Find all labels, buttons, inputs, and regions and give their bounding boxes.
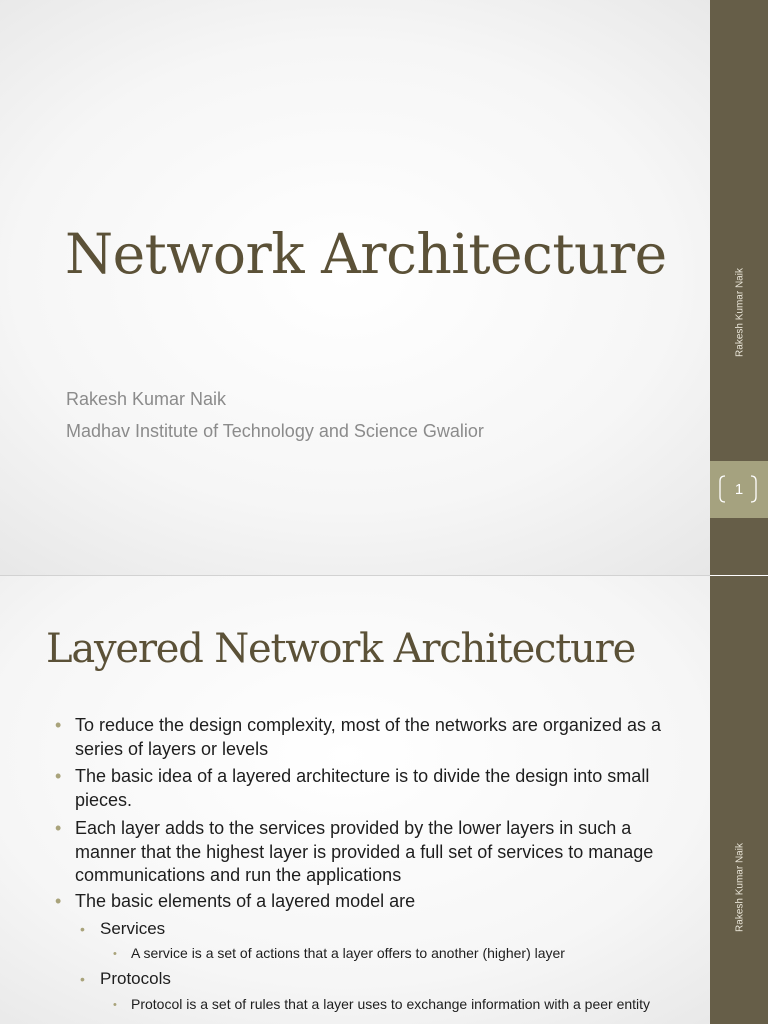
title-line: Network Architecture: [65, 222, 667, 286]
bullet-marker: •: [80, 971, 85, 987]
institution-name: Madhav Institute of Technology and Science Gwalior: [66, 421, 484, 441]
bullet-marker: •: [55, 818, 62, 838]
bullet-item: [55, 817, 685, 888]
bullet-text: Services: [100, 919, 166, 938]
bullet-text: Protocols: [100, 969, 171, 988]
bullet-marker: •: [55, 766, 62, 786]
bullet-text: Each layer adds to the services provided by the lower layers in such a manner that the highest layer is provided a full set of services to manage communications and run the applications: [75, 818, 654, 885]
sidebar-author-label: Rakesh Kumar Naik: [734, 843, 746, 932]
bullet-text: A service is a set of actions that a layer offers to another (higher) layer: [131, 945, 565, 961]
sidebar-author-label: Rakesh Kumar Naik: [734, 268, 746, 357]
bullet-item: [55, 714, 685, 761]
bullet-item: [55, 765, 685, 812]
bullet-item: [55, 890, 685, 914]
slide-title: [65, 212, 667, 297]
sub-bullet-item: [80, 918, 680, 940]
bullet-marker: •: [113, 948, 117, 960]
bullet-marker: •: [55, 891, 62, 911]
bullet-marker: •: [113, 999, 117, 1011]
bullet-text: Protocol is a set of rules that a layer uses to exchange information with a peer entity: [131, 996, 651, 1012]
bullet-text: The basic idea of a layered architecture is to divide the design into small pieces.: [75, 766, 650, 810]
bullet-marker: •: [55, 715, 62, 735]
right-sidebar: [710, 576, 768, 1024]
page-number: 1: [734, 481, 744, 498]
bullet-text: The basic elements of a layered model are: [75, 891, 416, 911]
sub-sub-bullet-item: [113, 945, 676, 962]
bullet-text: To reduce the design complexity, most of the networks are organized as a series of layers or levels: [75, 715, 661, 759]
sub-bullet-item: [80, 968, 680, 990]
sub-sub-bullet-item: [113, 996, 676, 1013]
slide-title: Layered Network Architecture: [46, 626, 636, 672]
author-name: Rakesh Kumar Naik: [66, 389, 227, 409]
page-number-tab: [710, 461, 768, 518]
bullet-marker: •: [80, 921, 85, 937]
